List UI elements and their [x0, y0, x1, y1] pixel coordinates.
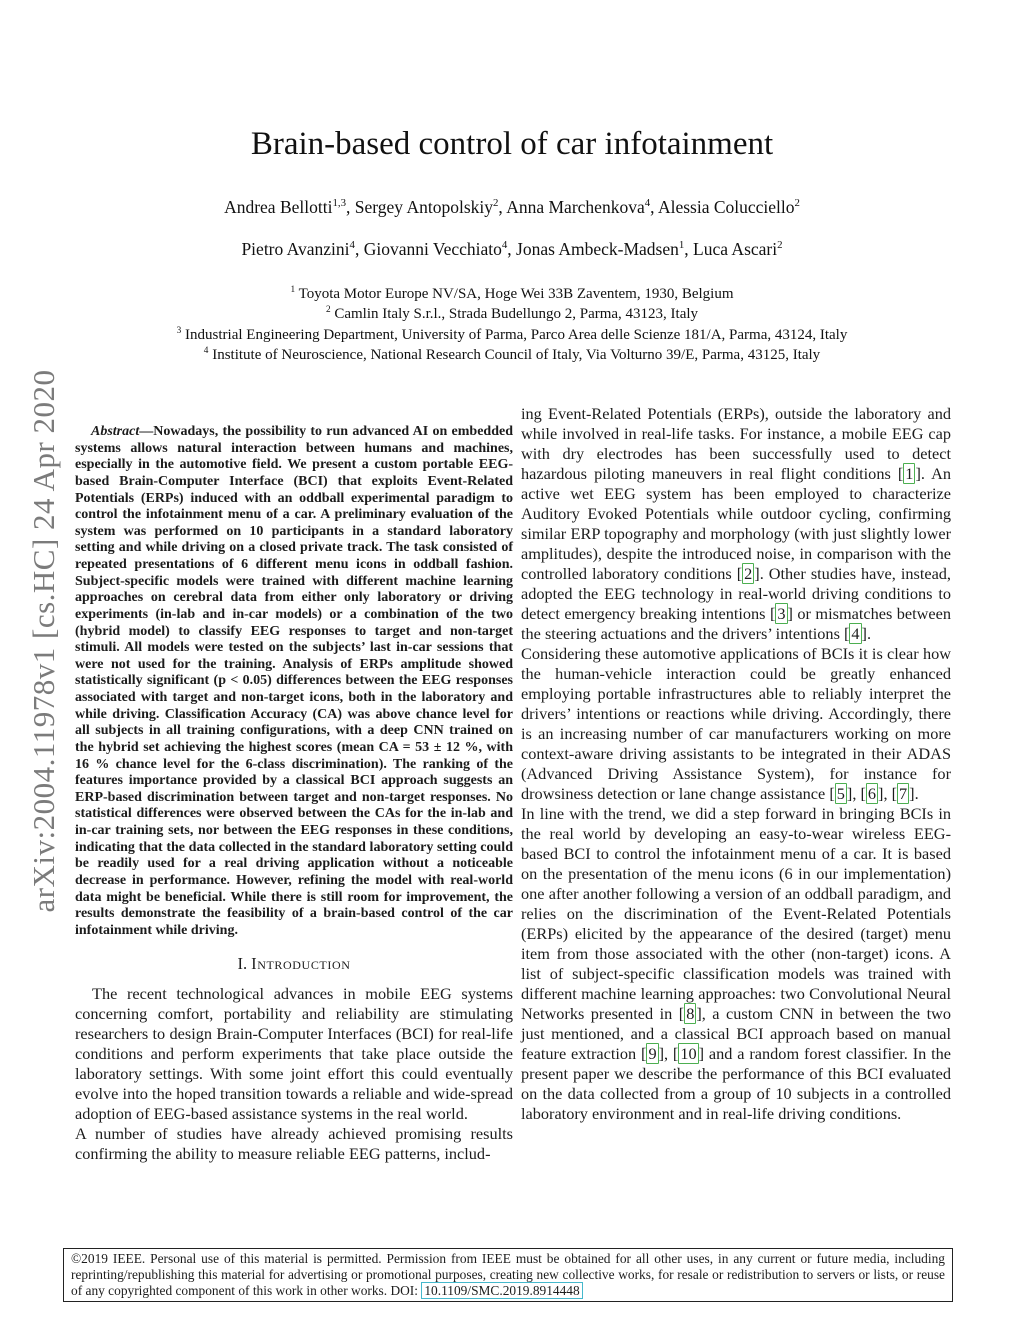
doi-link[interactable]: 10.1109/SMC.2019.8914448 — [421, 1282, 582, 1299]
affiliation-sup: 3 — [176, 325, 182, 336]
citation-link-10[interactable]: 10 — [680, 1044, 697, 1063]
affiliation-line: $^4$ Institute of Neuroscience, National Research Council of Italy, Via Volturno 39/E, Parma, 43125, Italy — [203, 345, 821, 363]
arxiv-watermark: arXiv:2004.11978v1 [cs.HC] 24 Apr 2020 — [26, 369, 61, 913]
citation-link-8[interactable]: 8 — [686, 1004, 695, 1023]
author-affiliation-sup: 4 — [501, 239, 508, 252]
citation-link-9[interactable]: 9 — [648, 1044, 657, 1063]
body-paragraph-1: ing Event-Related Potentials (ERPs), outside the laboratory and while involved in real-life tasks. For instance, a mobile EEG cap with dry electrodes has been successfully used to detect hazardous piloting maneuvers in real flight conditions [ 1 ]. An active wet EEG system has been employed to characterize Auditory Evoked Potentials while outdoor cycling, confirming similar ERP topography and morphology (with just slightly lower amplitudes), despite the introduced noise, in comparison with the controlled laboratory conditions [ 2 ]. Other studies have, instead, adopted the EEG technology in real-world driving conditions to detect emergency breaking intentions [ 3 ] or mismatches between the steering actuations and the drivers’ intentions [ 4 ]. — [521, 404, 952, 643]
citation-link-5[interactable]: 5 — [836, 784, 845, 803]
author-affiliation-sup: 1 — [678, 239, 685, 252]
author: Alessia Colucciello$^2$ — [657, 197, 800, 217]
body-paragraph-2: Considering these automotive applications of BCIs it is clear how the human-vehicle interaction could be greatly enhanced employing portable infrastructures able to reliably interpret the drivers’ intentions or reactions while driving. Accordingly, there is an increasing number of car manufacturers working on more context-aware driving assistants to be integrated in their ADAS (Advanced Driving Assistance System), for instance for drowsiness detection or lane change assistance [ 5 ], [ 6 ], [ 7 ]. — [521, 644, 951, 803]
citation-link-6[interactable]: 6 — [867, 784, 877, 803]
citation-link-3[interactable]: 3 — [777, 604, 786, 623]
introduction-paragraph-1: The recent technological advances in mobile EEG systems concerning comfort, portability and reliability are stimulating researchers to design Brain-Computer Interfaces (BCI) for real-life conditions and perform experiments that take place outside the laboratory settings. With some joint effort this could eventually evolve into the hoped transition towards a reliable and wide-spread adoption of EEG-based assistance systems in the real world. — [75, 984, 513, 1124]
author-affiliation-sup: 2 — [794, 197, 800, 210]
body-paragraph-3: In line with the trend, we did a step forward in bringing BCIs in the real world by developing an easy-to-wear wireless EEG-based BCI to control the infotainment menu of a car. It is based on the presentation of the menu icons (6 in our implementation) one after another following a version of an oddball paradigm, and relies on the discrimination of the Event-Related Potentials (ERPs) elicited by the appearance of the desired (target) menu item from those associated with the other (non-target) icons. A list of subject-specific classification models was trained with different machine learning approaches: two Convolutional Neural Networks presented in [ 8 ], a custom CNN in between the two just mentioned, and a classical BCI approach based on manual feature extraction [ 9 ], [ 10 ] and a random forest classifier. In the present paper we describe the performance of this BCI evaluated on the data collected from a group of 10 subjects in a controlled laboratory environment and in real-life driving conditions. — [521, 804, 952, 1123]
author-affiliation-sup: 4 — [349, 239, 355, 252]
author: Jonas Ambeck-Madsen$^1$ — [516, 239, 685, 259]
section-heading-introduction — [75, 954, 513, 974]
copyright-footer — [63, 1248, 953, 1302]
section-title: Introduction — [251, 954, 351, 974]
author: Luca Ascari$^2$ — [693, 239, 783, 259]
author-affiliation-sup: 1,3 — [332, 197, 347, 210]
author-affiliation-sup: 4 — [644, 197, 651, 210]
citation-link-1[interactable]: 1 — [905, 464, 914, 483]
affiliation-sup: 4 — [203, 345, 209, 356]
authors-line-1: Andrea Bellotti$^{1,3}$, Sergey Antopolskiy$^2$, Anna Marchenkova$^4$, Alessia Colucciello$^2$ — [224, 197, 800, 217]
author: Pietro Avanzini$^4$ — [241, 239, 355, 259]
affiliation-line: $^1$ Toyota Motor Europe NV/SA, Hoge Wei 33B Zaventem, 1930, Belgium — [290, 285, 734, 302]
introduction-paragraph-2: A number of studies have already achieved promising results confirming the ability to measure reliable EEG patterns, includ- — [75, 1124, 513, 1164]
right-column — [521, 404, 951, 1124]
authors-line-2: Pietro Avanzini$^4$, Giovanni Vecchiato$^4$, Jonas Ambeck-Madsen$^1$, Luca Ascari$^2$ — [241, 239, 783, 259]
author: Sergey Antopolskiy$^2$ — [354, 197, 499, 217]
affiliation-line: $^2$ Camlin Italy S.r.l., Strada Budellungo 2, Parma, 43123, Italy — [325, 305, 699, 323]
abstract-label: Abstract — [91, 424, 140, 439]
affiliation-sup: 2 — [325, 305, 331, 316]
section-number: I. — [237, 954, 248, 974]
citation-link-2[interactable]: 2 — [744, 564, 753, 583]
abstract-paragraph — [75, 424, 513, 939]
affiliations-block — [0, 284, 1024, 365]
author-affiliation-sup: 2 — [777, 239, 783, 252]
citation-link-4[interactable]: 4 — [851, 624, 860, 643]
author: Anna Marchenkova$^4$ — [506, 197, 651, 217]
abstract-text: —Nowadays, the possibility to run advanced AI on embedded systems allows natural interaction between humans and machines, especially in the automotive field. We present a custom portable EEG-based Brain-Computer Interface (BCI) that exploits Event-Related Potentials (ERPs) induced with an oddball experimental paradigm to control the infotainment menu of a car. A preliminary evaluation of the system was performed on 10 participants in a standard laboratory setting and while driving on a closed private track. The task consisted of repeated presentations of 6 different menu icons in oddball fashion. Subject-specific models were trained with different machine learning approaches on cerebral data from either only laboratory or driving experiments (in-lab and in-car models) or a combination of the two (hybrid model) to classify EEG responses to target and non-target stimuli. All models were tested on the subjects’ last in-car sessions that were not used for the training. Analysis of ERPs amplitude showed statistically significant (p < 0.05) differences between the EEG responses associated with target and non-target icons, both in the laboratory and while driving. Classification Accuracy (CA) was above chance level for all subjects in all training configurations, with a deep CNN trained on the hybrid set achieving the highest scores (mean CA = 53 ± 12 %, with 16 % chance level for the 6-class discrimination). The ranking of the features importance provided by a classical BCI approach suggests an ERP-based discrimination between target and non-target responses. No statistical differences were observed between the CAs for the in-lab and in-car training sets, nor between the EEG responses in these conditions, indicating that the data collected in the standard laboratory setting could be readily used for a real driving application without a noticeable decrease in performance. However, refining the model with real-world data might be beneficial. While there is still room for improvement, the results demonstrate the feasibility of a brain-based control of the car infotainment while driving. — [75, 424, 513, 938]
citation-link-7[interactable]: 7 — [899, 784, 908, 803]
paper-title: Brain-based control of car infotainment — [250, 126, 774, 162]
affiliation-sup: 1 — [290, 285, 296, 295]
affiliation-line: $^3$ Industrial Engineering Department, University of Parma, Parco Area delle Scienze 181/A, Parma, 43124, Italy — [176, 325, 848, 343]
author-affiliation-sup: 2 — [493, 197, 499, 210]
author: Giovanni Vecchiato$^4$ — [363, 239, 508, 259]
copyright-text: ©2019 IEEE. Personal use of this material is permitted. Permission from IEEE must be obtained for all other uses, in any current or future media, including reprinting/republishing this material for advertising or promotional purposes, creating new collective works, for resale or redistribution to servers or lists, or reuse of any copyrighted component of this work in other works. DOI: — [71, 1251, 945, 1298]
author: Andrea Bellotti$^{1,3}$ — [224, 197, 347, 217]
left-column — [75, 424, 513, 1164]
